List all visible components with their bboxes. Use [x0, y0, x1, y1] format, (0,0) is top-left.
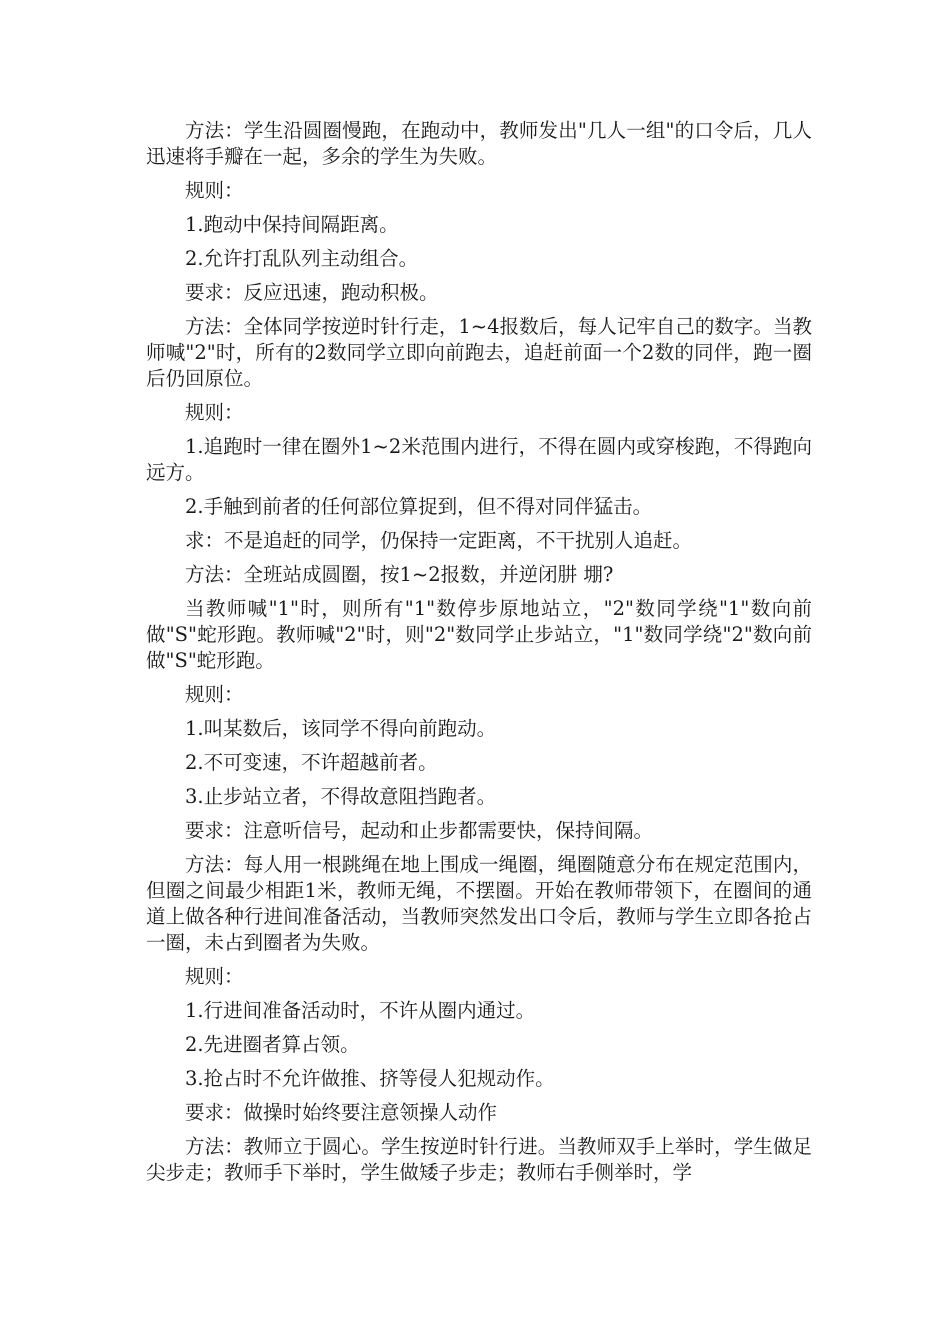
paragraph-rule-2-2: 2.手触到前者的任何部位算捉到，但不得对同伴猛击。: [185, 495, 653, 518]
paragraph-rule-4-3: 3.抢占时不允许做推、挤等侵人犯规动作。: [185, 1067, 555, 1090]
paragraph-rule-1-1: 1.跑动中保持间隔距离。: [185, 213, 399, 236]
paragraph-rule-3-1: 1.叫某数后，该同学不得向前跑动。: [185, 717, 497, 740]
paragraph-rule-1-2: 2.允许打乱队列主动组合。: [185, 247, 419, 270]
paragraph-rule-3-3: 3.止步站立者，不得故意阻挡跑者。: [185, 785, 497, 808]
paragraph-method-4: 方法：每人用一根跳绳在地上围成一绳圈，绳圈随意分布在规定范围内，但圈之间最少相距1米，教师无绳，不摆圈。开始在教师带领下，在圈间的通道上做各种行进间准备活动，当教师突然发出口令后，教师与学生立即各抢占一圈，未占到圈者为失败。: [146, 853, 812, 954]
paragraph-requirement-4: 要求：做操时始终要注意领操人动作: [185, 1101, 498, 1124]
paragraph-rule-3-2: 2.不可变速，不许超越前者。: [185, 751, 438, 774]
paragraph-requirement-1: 要求：反应迅速，跑动积极。: [185, 281, 439, 304]
paragraph-rule-4-2: 2.先进圈者算占领。: [185, 1033, 360, 1056]
paragraph-method-2: 方法：全体同学按逆时针行走，1~4报数后，每人记牢自己的数字。当教师喊"2"时，所有的2数同学立即向前跑去，追赶前面一个2数的同伴，跑一圈后仍回原位。: [146, 315, 812, 390]
paragraph-rules-heading-3: 规则：: [185, 683, 244, 706]
paragraph-rule-4-1: 1.行进间准备活动时，不许从圈内通过。: [185, 999, 536, 1022]
paragraph-rules-heading-1: 规则：: [185, 179, 244, 202]
paragraph-rule-2-1: 1.追跑时一律在圈外1~2米范围内进行，不得在圆内或穿梭跑，不得跑向远方。: [146, 435, 812, 484]
paragraph-method-3-detail: 当教师喊"1"时，则所有"1"数停步原地站立，"2"数同学绕"1"数向前做"S"蛇形跑。教师喊"2"时，则"2"数同学止步站立，"1"数同学绕"2"数向前做"S"蛇形跑。: [146, 597, 812, 672]
paragraph-requirement-3: 要求：注意听信号，起动和止步都需要快，保持间隔。: [185, 819, 654, 842]
paragraph-rules-heading-2: 规则：: [185, 401, 244, 424]
paragraph-method-3: 方法：全班站成圆圈，按1~2报数，并逆闭肼 堋?: [185, 563, 614, 586]
document-page: [146, 118, 812, 1194]
paragraph-method-5: 方法：教师立于圆心。学生按逆时针行进。当教师双手上举时，学生做足尖步走；教师手下举时，学生做矮子步走；教师右手侧举时，学: [146, 1135, 812, 1184]
paragraph-method-1: 方法：学生沿圆圈慢跑，在跑动中，教师发出"几人一组"的口令后，几人迅速将手瓣在一起，多余的学生为失败。: [146, 119, 812, 168]
paragraph-requirement-2: 求：不是追赶的同学，仍保持一定距离，不干扰别人追赶。: [185, 529, 693, 552]
paragraph-rules-heading-4: 规则：: [185, 965, 244, 988]
